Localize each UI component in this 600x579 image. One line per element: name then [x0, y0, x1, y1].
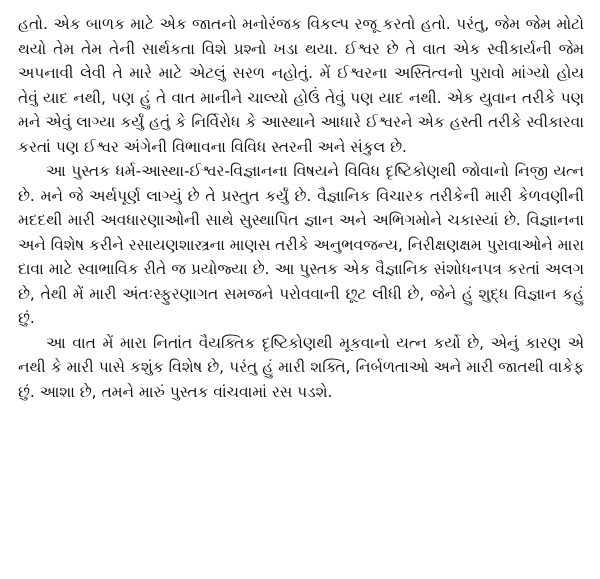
document-page	[18, 12, 584, 404]
paragraph-book-purpose: આ પુસ્તક ધર્મ-આસ્થા-ઈશ્વર-વિજ્ઞાનના વિષયને વિવિધ દૃષ્ટિકોણથી જોવાનો નિજી યત્ન છે. મને જે અર્થપૂર્ણ લાગ્યું છે તે પ્રસ્તુત કર્યું છે. વૈજ્ઞાનિક વિચારક તરીકેની મારી કેળવણીની મદદથી મારી અવધારણાઓની સાથે સુસ્થાપિત જ્ઞાન અને અભિગમોને ચકાસ્યાં છે. વિજ્ઞાનના અને વિશેષ કરીને રસાયણશાસ્ત્રના માણસ તરીકે અનુભવજન્ય, નિરીક્ષણક્ષમ પુરાવાઓને મારા દાવા માટે સ્વાભાવિક રીતે જ પ્રયોજ્યા છે. આ પુસ્તક એક વૈજ્ઞાનિક સંશોધનપત્ર કરતાં અલગ છે, તેથી મેં મારી અંતઃસ્ફુરણાગત સમજને પરોવવાની છૂટ લીધી છે, જેને હું શુદ્ધ વિજ્ઞાન કહું છું.	[18, 162, 584, 327]
paragraph-continuation: હતો. એક બાળક માટે એક જાતનો મનોરંજક વિકલ્પ રજૂ કરતો હતો. પરંતુ, જેમ જેમ મોટો થયો તેમ તેમ તેની સાર્થકતા વિશે પ્રશ્નો ખડા થયા. ઈશ્વર છે તે વાત એક સ્વીકાર્યની જેમ અપનાવી લેવી તે મારે માટે એટલું સરળ નહોતું. મેં ઈશ્વરના અસ્તિત્વનો પુરાવો માંગ્યો હોય તેવું યાદ નથી, પણ હું તે વાત માનીને ચાલ્યો હોઉં તેવું પણ યાદ નથી. એક યુવાન તરીકે પણ મને એવું લાગ્યા કર્યું હતું કે નિર્વિરોધ કે આસ્થાને આધારે ઈશ્વરને એક હસ્તી તરીકે સ્વીકારવા કરતાં પણ ઈશ્વર અંગેની વિભાવના વિવિધ સ્તરની અને સંકુલ છે.	[18, 15, 584, 156]
paragraph-personal-view: આ વાત મેં મારા નિતાંત વૈયક્તિક દૃષ્ટિકોણથી મૂકવાનો યત્ન કર્યો છે, એનું કારણ એ નથી કે મારી પાસે કશુંક વિશેષ છે, પરંતુ હું મારી શક્તિ, નિર્બળતાઓ અને મારી જાતથી વાકેફ છું. આશા છે, તમને મારું પુસ્તક વાંચવામાં રસ પડશે.	[18, 333, 584, 401]
